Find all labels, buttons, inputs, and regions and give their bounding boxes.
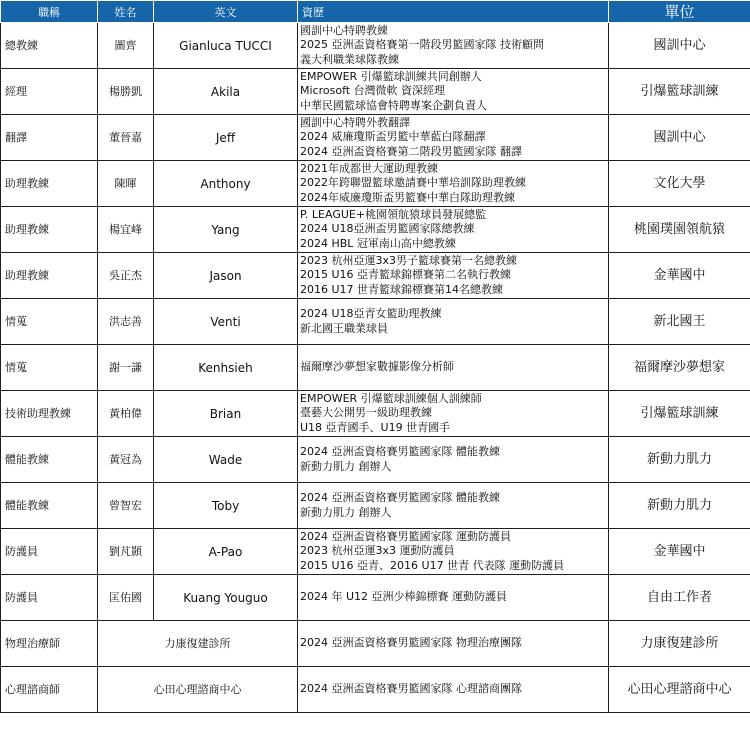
qualification-line: EMPOWER 引爆籃球訓練共同創辦人 xyxy=(300,70,482,84)
qualification-line: U18 亞青國手、U19 世青國手 xyxy=(300,420,451,434)
qualification-line: 2022年跨聯盟籃球邀請賽中華培訓隊助理教練 xyxy=(300,176,526,190)
qualification-line: 2024 U18亞青女籃助理教練 xyxy=(300,307,442,321)
cell-title: 體能教練 xyxy=(1,483,98,529)
cell-english: Kuang Youguo xyxy=(154,575,298,621)
cell-english: Jason xyxy=(154,253,298,299)
qualification-line: 2024 亞洲盃資格賽男籃國家隊 物理治療團隊 xyxy=(300,636,522,650)
cell-unit: 金華國中 xyxy=(609,529,750,575)
qualification-line: Microsoft 台灣微軟 資深經理 xyxy=(300,84,446,98)
cell-title: 總教練 xyxy=(1,23,98,69)
cell-qualifications xyxy=(298,115,609,161)
table-row xyxy=(1,69,750,115)
cell-qualifications xyxy=(298,529,609,575)
cell-qualifications xyxy=(298,667,609,713)
cell-title: 體能教練 xyxy=(1,437,98,483)
table-row xyxy=(1,23,750,69)
qualification-line: 國訓中心特聘外教翻譯 xyxy=(300,116,410,130)
cell-title: 防護員 xyxy=(1,575,98,621)
cell-unit: 引爆籃球訓練 xyxy=(609,391,750,437)
cell-english: Jeff xyxy=(154,115,298,161)
cell-title: 物理治療師 xyxy=(1,621,98,667)
table-row xyxy=(1,345,750,391)
qualification-line: 2024 亞洲盃資格賽男籃國家隊 體能教練 xyxy=(300,491,500,505)
cell-title: 助理教練 xyxy=(1,253,98,299)
header-title: 職稱 xyxy=(1,1,98,23)
qualification-line: 2023 杭州亞運3x3 運動防護員 xyxy=(300,544,455,558)
qualification-line: 2023 杭州亞運3x3男子籃球賽第一名總教練 xyxy=(300,254,517,268)
cell-name: 曾智宏 xyxy=(98,483,154,529)
table-row xyxy=(1,207,750,253)
cell-unit: 新北國王 xyxy=(609,299,750,345)
cell-name: 黃冠為 xyxy=(98,437,154,483)
qualification-line: 2024 亞洲盃資格賽男籃國家隊 心理諮商團隊 xyxy=(300,682,522,696)
qualification-line: 2024 威廉瓊斯盃男籃中華藍白隊翻譯 xyxy=(300,130,486,144)
cell-english: Yang xyxy=(154,207,298,253)
cell-name: 洪志善 xyxy=(98,299,154,345)
cell-unit: 引爆籃球訓練 xyxy=(609,69,750,115)
qualification-line: 2015 U16 亞青、2016 U17 世青 代表隊 運動防護員 xyxy=(300,558,565,572)
cell-english: A-Pao xyxy=(154,529,298,575)
table-row xyxy=(1,253,750,299)
cell-qualifications xyxy=(298,391,609,437)
qualification-line: 中華民國籃球協會特聘專案企劃負責人 xyxy=(300,98,487,112)
qualification-line: 2024年威廉瓊斯盃男籃賽中華白隊助理教練 xyxy=(300,190,515,204)
qualification-line: 新北國王職業球員 xyxy=(300,321,388,335)
header-qualifications: 資歷 xyxy=(298,1,609,23)
table-row xyxy=(1,391,750,437)
cell-qualifications xyxy=(298,621,609,667)
cell-title: 翻譯 xyxy=(1,115,98,161)
cell-title: 情蒐 xyxy=(1,299,98,345)
qualification-line: 2024 亞洲盃資格賽第二階段男籃國家隊 翻譯 xyxy=(300,144,522,158)
qualification-line: 2024 HBL 冠軍南山高中總教練 xyxy=(300,236,456,250)
cell-name: 吳正杰 xyxy=(98,253,154,299)
qualification-line: 福爾摩沙夢想家數據影像分析師 xyxy=(300,360,454,374)
qualification-line: 2024 亞洲盃資格賽男籃國家隊 體能教練 xyxy=(300,445,500,459)
cell-qualifications xyxy=(298,299,609,345)
qualification-line: 新動力肌力 創辦人 xyxy=(300,459,392,473)
cell-name: 楊宜峰 xyxy=(98,207,154,253)
qualification-line: 2016 U17 世青籃球錦標賽第14名總教練 xyxy=(300,282,504,296)
cell-name: 董晉嘉 xyxy=(98,115,154,161)
qualification-line: 2024 U18亞洲盃男籃國家隊總教練 xyxy=(300,222,475,236)
cell-name: 圖齊 xyxy=(98,23,154,69)
header-unit: 單位 xyxy=(609,1,750,23)
table-row xyxy=(1,115,750,161)
cell-english: Brian xyxy=(154,391,298,437)
cell-qualifications xyxy=(298,69,609,115)
cell-english: Akila xyxy=(154,69,298,115)
cell-qualifications xyxy=(298,161,609,207)
cell-english: Kenhsieh xyxy=(154,345,298,391)
cell-title: 技術助理教練 xyxy=(1,391,98,437)
cell-unit: 福爾摩沙夢想家 xyxy=(609,345,750,391)
cell-english: Toby xyxy=(154,483,298,529)
cell-qualifications xyxy=(298,345,609,391)
qualification-line: 2024 亞洲盃資格賽男籃國家隊 運動防護員 xyxy=(300,530,511,544)
cell-name: 楊勝凱 xyxy=(98,69,154,115)
table-row xyxy=(1,437,750,483)
cell-unit: 心田心理諮商中心 xyxy=(609,667,750,713)
cell-name: 陳暉 xyxy=(98,161,154,207)
cell-title: 助理教練 xyxy=(1,161,98,207)
qualification-line: 新動力肌力 創辦人 xyxy=(300,505,392,519)
cell-name: 劉芃顥 xyxy=(98,529,154,575)
cell-title: 情蒐 xyxy=(1,345,98,391)
qualification-line: 國訓中心特聘教練 xyxy=(300,24,388,38)
cell-unit: 新動力肌力 xyxy=(609,437,750,483)
cell-qualifications xyxy=(298,253,609,299)
cell-qualifications xyxy=(298,437,609,483)
cell-unit: 桃園璞園領航猿 xyxy=(609,207,750,253)
qualification-line: 2015 U16 亞青籃球錦標賽第二名執行教練 xyxy=(300,268,512,282)
cell-qualifications xyxy=(298,483,609,529)
cell-unit: 國訓中心 xyxy=(609,23,750,69)
header-english: 英文 xyxy=(154,1,298,23)
qualification-line: 臺藝大公開男一級助理教練 xyxy=(300,406,432,420)
cell-organization: 心田心理諮商中心 xyxy=(98,667,298,713)
table-row xyxy=(1,299,750,345)
cell-title: 防護員 xyxy=(1,529,98,575)
table-row xyxy=(1,529,750,575)
cell-name: 黃柏偉 xyxy=(98,391,154,437)
cell-english: Venti xyxy=(154,299,298,345)
cell-english: Gianluca TUCCI xyxy=(154,23,298,69)
cell-title: 助理教練 xyxy=(1,207,98,253)
qualification-line: 義大利職業球隊教練 xyxy=(300,52,399,66)
header-row xyxy=(1,1,750,23)
cell-title: 心理諮商師 xyxy=(1,667,98,713)
table-row xyxy=(1,483,750,529)
cell-title: 經理 xyxy=(1,69,98,115)
table-row xyxy=(1,621,750,667)
qualification-line: EMPOWER 引爆籃球訓練個人訓練師 xyxy=(300,392,482,406)
cell-english: Anthony xyxy=(154,161,298,207)
cell-unit: 新動力肌力 xyxy=(609,483,750,529)
cell-name: 謝一謙 xyxy=(98,345,154,391)
cell-qualifications xyxy=(298,575,609,621)
cell-unit: 力康復建診所 xyxy=(609,621,750,667)
qualification-line: 2024 年 U12 亞洲少棒錦標賽 運動防護員 xyxy=(300,590,508,604)
cell-qualifications xyxy=(298,23,609,69)
cell-unit: 文化大學 xyxy=(609,161,750,207)
cell-qualifications xyxy=(298,207,609,253)
cell-unit: 金華國中 xyxy=(609,253,750,299)
table-row xyxy=(1,667,750,713)
cell-organization: 力康復建診所 xyxy=(98,621,298,667)
qualification-line: 2021年成都世大運助理教練 xyxy=(300,162,438,176)
cell-unit: 國訓中心 xyxy=(609,115,750,161)
header-name: 姓名 xyxy=(98,1,154,23)
cell-english: Wade xyxy=(154,437,298,483)
cell-unit: 自由工作者 xyxy=(609,575,750,621)
table-row xyxy=(1,575,750,621)
qualification-line: P. LEAGUE+桃園領航猿球員發展總監 xyxy=(300,208,487,222)
table-row xyxy=(1,161,750,207)
qualification-line: 2025 亞洲盃資格賽第一階段男籃國家隊 技術顧問 xyxy=(300,38,544,52)
cell-name: 匡佑國 xyxy=(98,575,154,621)
